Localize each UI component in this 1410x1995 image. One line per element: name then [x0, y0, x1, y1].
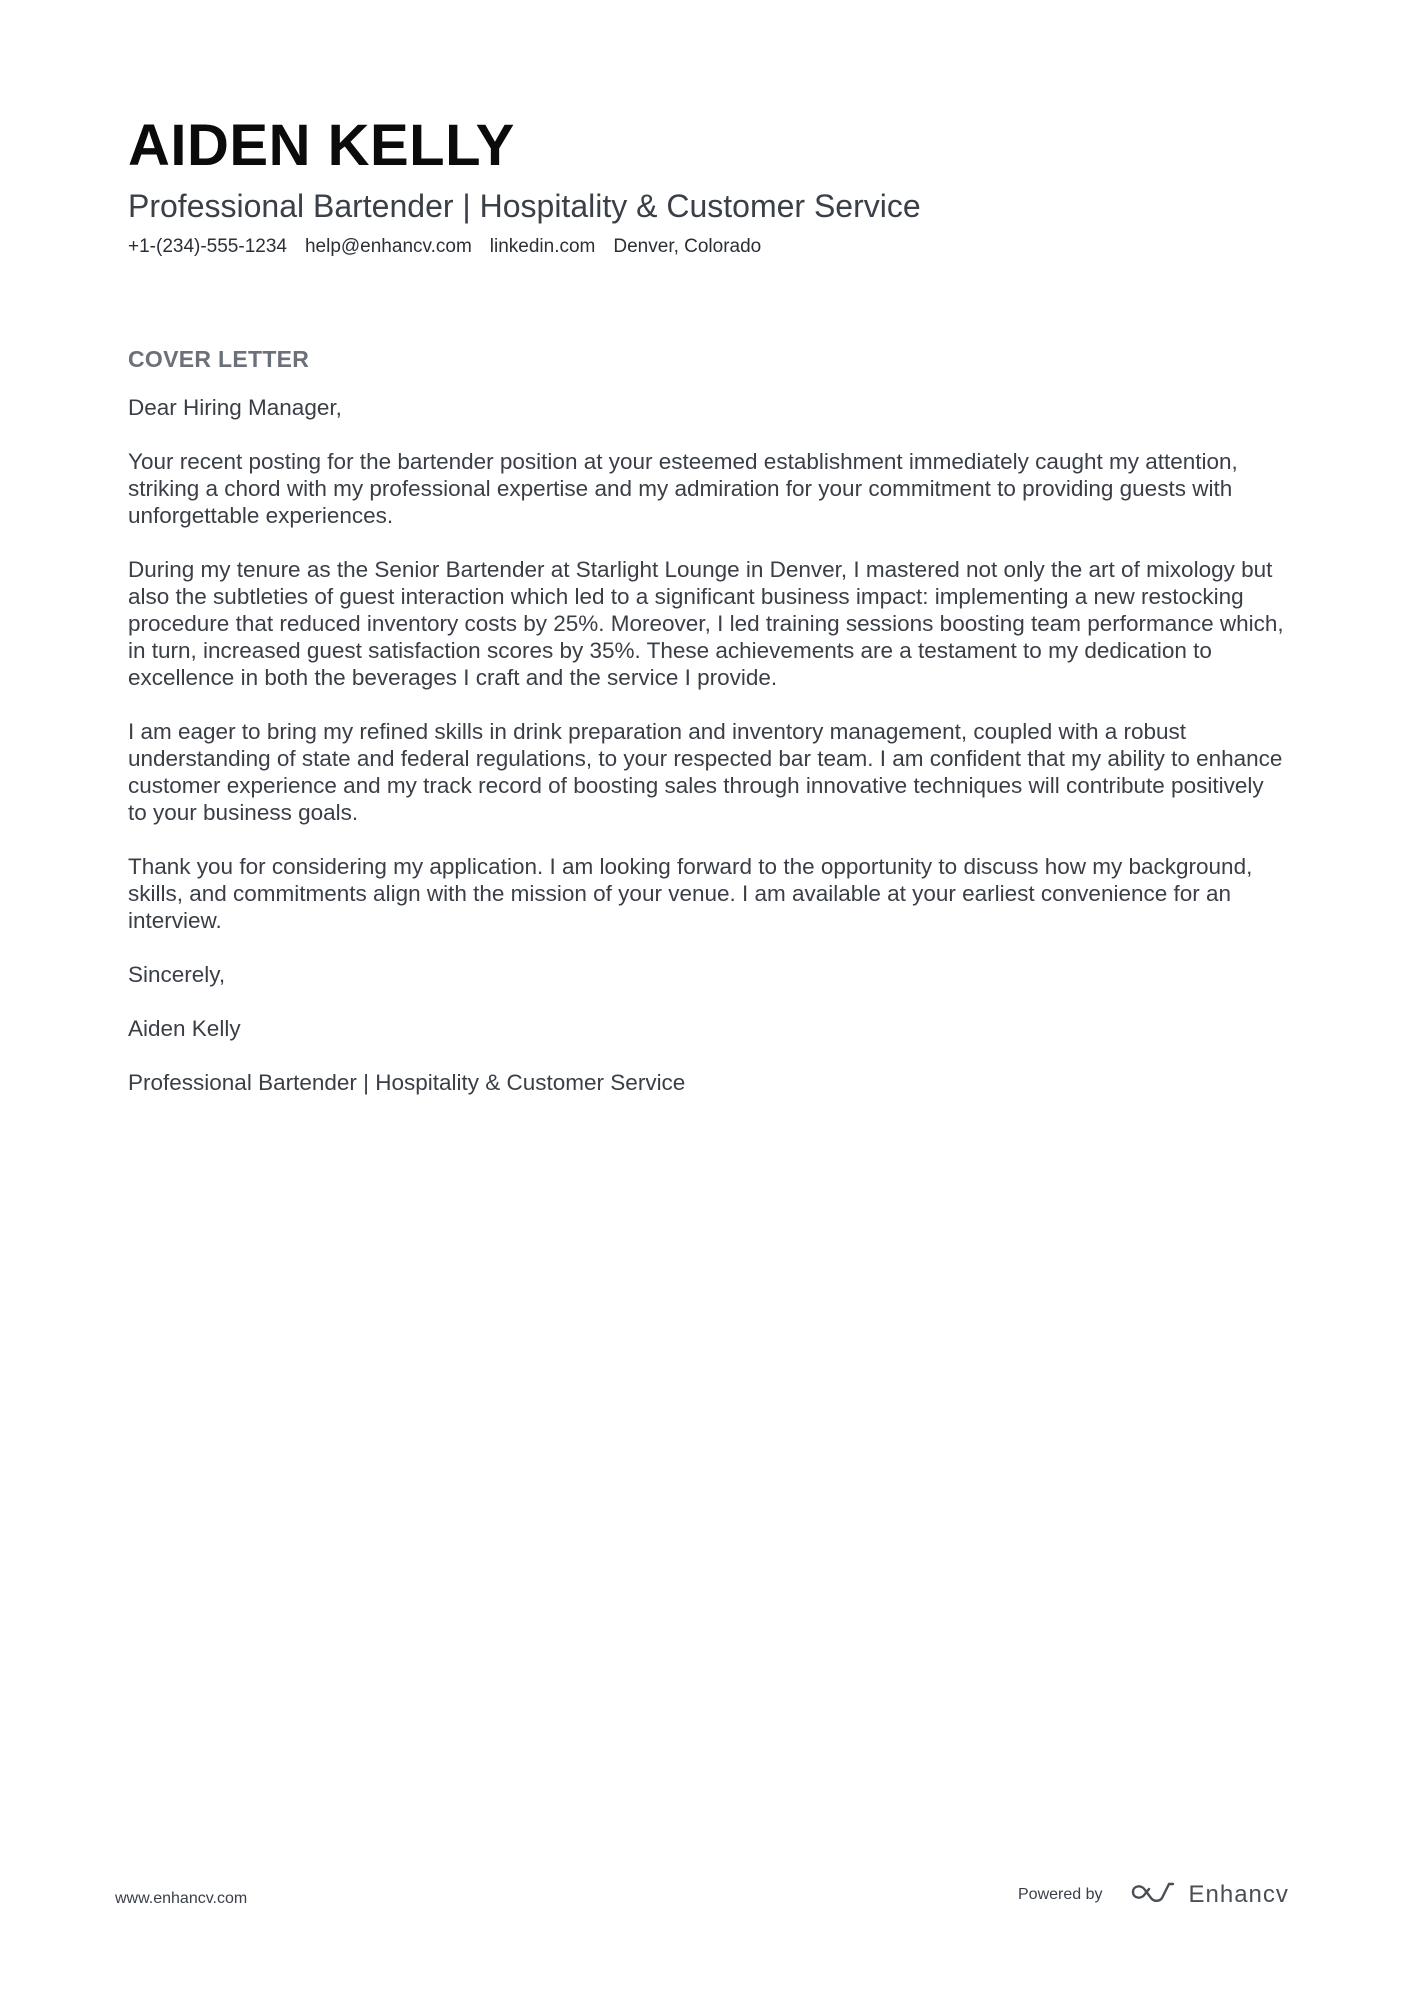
brand-name: Enhancv: [1188, 1880, 1289, 1908]
letter-paragraph: I am eager to bring my refined skills in drink preparation and inventory management, coupled with a robust understanding of state and federal regulations, to your respected bar team. I am confident that my ability to enhance customer experience and my track record of boosting sales through innovative techniques will contribute positively to your business goals.: [128, 719, 1283, 825]
candidate-name: AIDEN KELLY: [128, 113, 515, 178]
letter-paragraph: During my tenure as the Senior Bartender at Starlight Lounge in Denver, I mastered not only the art of mixology but also the subtleties of guest interaction which led to a significant business impact: implementing a new restocking procedure that reduced inventory costs by 25%. Moreover, I led training sessions boosting team performance which, in turn, increased guest satisfaction scores by 35%. These achievements are a testament to my dedication to excellence in both the beverages I craft and the service I provide.: [128, 557, 1284, 690]
contact-email: help@enhancv.com: [304, 236, 472, 257]
footer-branding: [1018, 1880, 1289, 1909]
letter-body: [128, 394, 1288, 1096]
contact-phone: +1-(234)-555-1234: [128, 236, 287, 257]
cover-letter-page: [128, 110, 1288, 1123]
enhancv-logo-icon: [1129, 1880, 1177, 1909]
letter-paragraph: Thank you for considering my application. I am looking forward to the opportunity to discuss how my background, skills, and commitments align with the mission of your venue. I am available at your earliest convenience for an interview.: [128, 854, 1253, 933]
brand-logo[interactable]: [1129, 1880, 1289, 1909]
contact-linkedin: linkedin.com: [489, 236, 596, 257]
powered-by-label: Powered by: [1018, 1885, 1103, 1903]
contact-location: Denver, Colorado: [613, 236, 762, 257]
section-title: COVER LETTER: [128, 346, 310, 372]
letter-closing: Sincerely,: [128, 962, 226, 987]
letter-greeting: Dear Hiring Manager,: [128, 395, 342, 420]
contact-info: [128, 234, 1288, 260]
signature-name: Aiden Kelly: [128, 1016, 241, 1041]
footer-website[interactable]: www.enhancv.com: [115, 1890, 248, 1907]
letter-paragraph: Your recent posting for the bartender position at your esteemed establishment immediately caught my attention, striking a chord with my professional expertise and my admiration for your commitment to providing guests with unforgettable experiences.: [128, 449, 1238, 528]
signature-title: Professional Bartender | Hospitality & Customer Service: [128, 1070, 686, 1095]
candidate-headline: Professional Bartender | Hospitality & Customer Service: [128, 188, 921, 224]
